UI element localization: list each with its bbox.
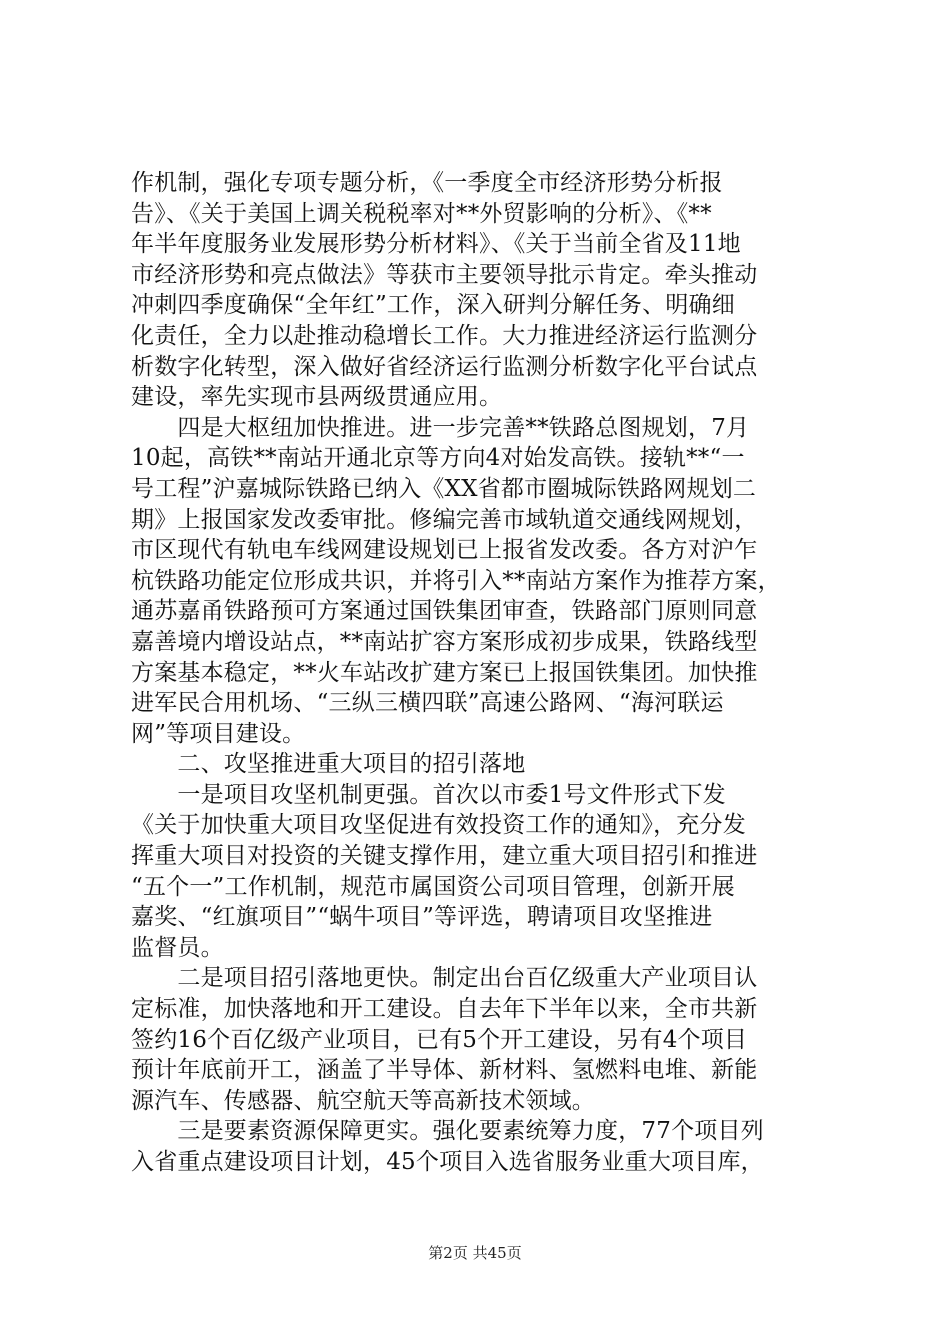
text-line: 二是项目招引落地更快。制定出台百亿级重大产业项目认	[131, 965, 758, 992]
text-line: 建设，率先实现市县两级贯通应用。	[131, 384, 503, 411]
text-line: 化责任，全力以赴推动稳增长工作。大力推进经济运行监测分	[131, 322, 758, 349]
text-line: 定标准，加快落地和开工建设。自去年下半年以来，全市共新	[131, 996, 758, 1023]
text-line: 10起，高铁**南站开通北京等方向4对始发高铁。接轨**“一	[131, 445, 745, 472]
text-line: 三是要素资源保障更实。强化要素统筹力度，77个项目列	[131, 1118, 764, 1145]
body-text	[131, 168, 831, 1178]
page-footer: 第2页 共45页	[428, 1244, 522, 1262]
text-line: 源汽车、传感器、航空航天等高新技术领域。	[131, 1087, 595, 1114]
text-line: “五个一”工作机制，规范市属国资公司项目管理，创新开展	[131, 873, 735, 900]
text-line: 四是大枢纽加快推进。进一步完善**铁路总图规划，7月	[131, 414, 750, 441]
text-line: 网”等项目建设。	[131, 720, 306, 747]
text-line: 挥重大项目对投资的关键支撑作用，建立重大项目招引和推进	[131, 843, 758, 870]
section-heading: 二、攻坚推进重大项目的招引落地	[131, 751, 526, 778]
text-line: 析数字化转型，深入做好省经济运行监测分析数字化平台试点	[131, 353, 758, 380]
text-line: 市经济形势和亮点做法》等获市主要领导批示肯定。牵头推动	[131, 261, 758, 288]
text-line: 进军民合用机场、“三纵三横四联”高速公路网、“海河联运	[131, 690, 724, 717]
text-line: 告》、《关于美国上调关税税率对**外贸影响的分析》、《**	[131, 200, 712, 227]
text-line: 号工程”沪嘉城际铁路已纳入《XX省都市圈城际铁路网规划二	[131, 475, 757, 502]
text-line: 通苏嘉甬铁路预可方案通过国铁集团审查，铁路部门原则同意	[131, 598, 758, 625]
text-line: 方案基本稳定，**火车站改扩建方案已上报国铁集团。加快推	[131, 659, 758, 686]
text-line: 期》上报国家发改委审批。修编完善市域轨道交通线网规划，	[131, 506, 758, 533]
text-line: 杭铁路功能定位形成共识，并将引入**南站方案作为推荐方案，	[131, 567, 781, 594]
text-line: 年半年度服务业发展形势分析材料》、《关于当前全省及11地	[131, 231, 741, 258]
text-line: 冲刺四季度确保“全年红”工作，深入研判分解任务、明确细	[131, 292, 735, 319]
text-line: 《关于加快重大项目攻坚促进有效投资工作的通知》，充分发	[131, 812, 746, 839]
text-line: 签约16个百亿级产业项目，已有5个开工建设，另有4个项目	[131, 1026, 748, 1053]
text-line: 入省重点建设项目计划，45个项目入选省服务业重大项目库，	[131, 1149, 764, 1175]
text-line: 市区现代有轨电车线网建设规划已上报省发改委。各方对沪乍	[131, 537, 758, 564]
text-line: 一是项目攻坚机制更强。首次以市委1号文件形式下发	[131, 781, 726, 808]
text-line: 监督员。	[131, 934, 224, 961]
text-line: 嘉善境内增设站点，**南站扩容方案形成初步成果，铁路线型	[131, 628, 758, 655]
text-line: 作机制，强化专项专题分析，《一季度全市经济形势分析报	[131, 170, 723, 196]
text-line: 嘉奖、“红旗项目”“蜗牛项目”等评选，聘请项目攻坚推进	[131, 904, 713, 931]
text-line: 预计年底前开工，涵盖了半导体、新材料、氢燃料电堆、新能	[131, 1057, 758, 1084]
